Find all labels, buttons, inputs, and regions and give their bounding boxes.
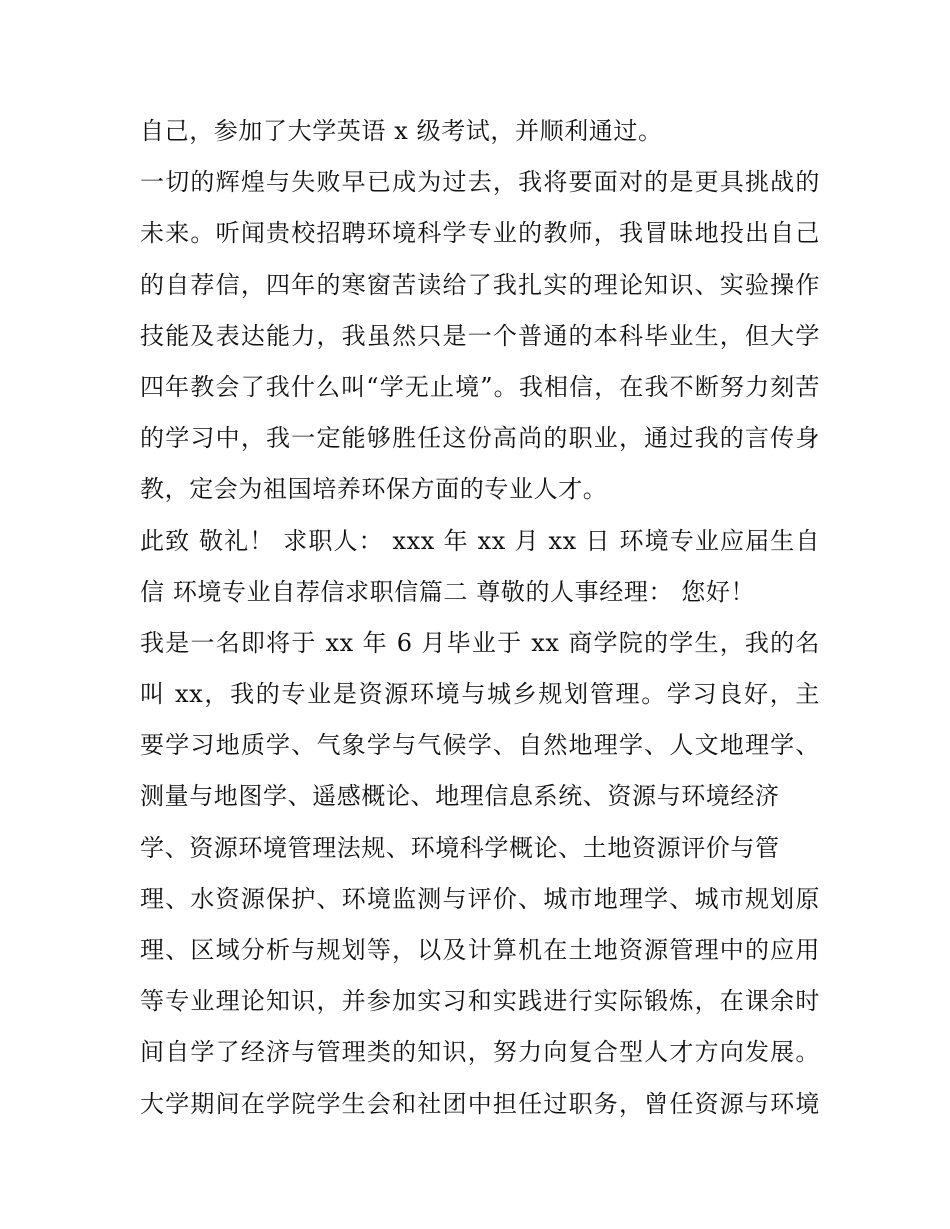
text-line: 大学期间在学院学生会和社团中担任过职务，曾任资源与环境 [140, 1089, 820, 1118]
text-line: 要学习地质学、气象学与气候学、自然地理学、人文地理学、 [140, 731, 820, 760]
text-line: 理、区域分析与规划等，以及计算机在土地资源管理中的应用 [140, 936, 820, 964]
text-line: 的学习中，我一定能够胜任这份高尚的职业，通过我的言传身 [140, 424, 820, 453]
text-line: 我是一名即将于 xx 年 6 月毕业于 xx 商学院的学生，我的名 [140, 628, 820, 657]
text-line: 叫 xx，我的专业是资源环境与城乡规划管理。学习良好，主 [140, 680, 820, 709]
text-line: 技能及表达能力，我虽然只是一个普通的本科毕业生，但大学 [140, 321, 820, 350]
text-line: 间自学了经济与管理类的知识，努力向复合型人才方向发展。 [140, 1038, 820, 1067]
document-body [140, 106, 820, 1130]
text-line: 学、资源环境管理法规、环境科学概论、土地资源评价与管 [140, 833, 780, 862]
text-line: 未来。听闻贵校招聘环境科学专业的教师，我冒昧地投出自己 [140, 219, 820, 248]
text-line: 测量与地图学、遥感概论、地理信息系统、资源与环境经济 [140, 782, 780, 811]
text-line: 四年教会了我什么叫“学无止境”。我相信，在我不断努力刻苦 [140, 372, 820, 401]
text-line: 理、水资源保护、环境监测与评价、城市地理学、城市规划原 [140, 884, 820, 913]
text-line: 信 环境专业自荐信求职信篇二 尊敬的人事经理： 您好！ [140, 577, 756, 606]
text-line: 的自荐信，四年的寒窗苦读给了我扎实的理论知识、实验操作 [140, 270, 820, 299]
text-line: 教，定会为祖国培养环保方面的专业人才。 [140, 475, 608, 504]
text-line: 此致 敬礼！ 求职人： xxx 年 xx 月 xx 日 环境专业应届生自 [140, 526, 820, 555]
text-line: 一切的辉煌与失败早已成为过去，我将要面对的是更具挑战的 [140, 168, 820, 197]
text-line: 等专业理论知识，并参加实习和实践进行实际锻炼，在课余时 [140, 987, 820, 1016]
text-line: 自己，参加了大学英语 x 级考试，并顺利通过。 [140, 117, 663, 145]
